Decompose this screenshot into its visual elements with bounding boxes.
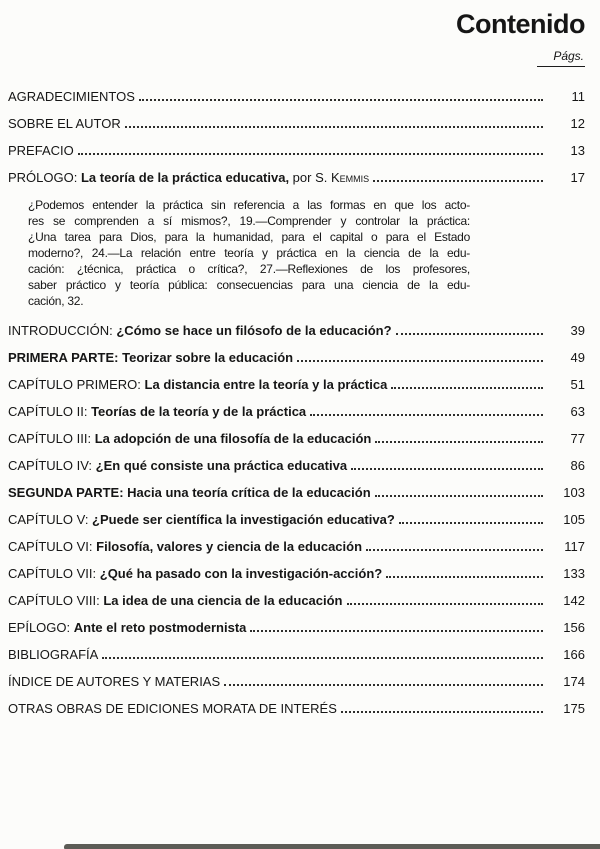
page-title: Contenido [456, 9, 585, 39]
summary-line: moderno?, 24.—La relación entre teoría y práctica en la ciencia de la edu- [28, 246, 470, 260]
page-number: 11 [571, 89, 585, 104]
toc-entry-indice [8, 674, 585, 689]
dot-leader [351, 468, 543, 470]
dot-leader [386, 576, 543, 578]
entry-label: SEGUNDA PARTE: Hacia una teoría crítica de la educación [8, 485, 371, 500]
toc-entry-capitulo-7 [8, 566, 585, 581]
entry-label: CAPÍTULO VIII: La idea de una ciencia de la educación [8, 593, 343, 608]
toc-entry-capitulo-5 [8, 512, 585, 527]
toc-entry-capitulo-3 [8, 431, 585, 446]
toc-entry-capitulo-8 [8, 593, 585, 608]
dot-leader [125, 126, 543, 128]
entry-label: BIBLIOGRAFÍA [8, 647, 99, 662]
dot-leader [366, 549, 543, 551]
toc-entry-otras-obras [8, 701, 585, 716]
page-column-header-row [8, 48, 585, 67]
entry-label: INTRODUCCIÓN: ¿Cómo se hace un filósofo de la educación? [8, 323, 392, 338]
prologue-summary [28, 197, 470, 309]
entry-label: EPÍLOGO: Ante el reto postmodernista [8, 620, 247, 635]
summary-line: cación: ¿técnica, práctica o crítica?, 27.—Reflexiones de los profesores, [28, 262, 470, 276]
entry-label: PRIMERA PARTE: Teorizar sobre la educación [8, 350, 294, 365]
page-number: 86 [570, 458, 585, 473]
toc-entry-prefacio [8, 143, 585, 158]
page-number: 12 [570, 116, 585, 131]
entry-label: CAPÍTULO VI: Filosofía, valores y ciencia de la educación [8, 539, 363, 554]
page-number: 17 [570, 170, 585, 185]
page-number: 51 [570, 377, 585, 392]
toc-entry-sobre-el-autor [8, 116, 585, 131]
summary-line: ¿Una tarea para Dios, para la humanidad, para el capital o para el Estado [28, 230, 470, 244]
page-number: 133 [563, 566, 585, 581]
page-number: 156 [563, 620, 585, 635]
page-column-header: Págs. [537, 49, 585, 67]
entry-label: CAPÍTULO III: La adopción de una filosofía de la educación [8, 431, 372, 446]
dot-leader [78, 153, 543, 155]
dot-leader [250, 630, 543, 632]
toc-entry-introduccion [8, 323, 585, 338]
entry-label: CAPÍTULO II: Teorías de la teoría y de la práctica [8, 404, 307, 419]
page-number: 166 [563, 647, 585, 662]
toc-entry-segunda-parte [8, 485, 585, 500]
dot-leader [224, 684, 543, 686]
page-number: 103 [563, 485, 585, 500]
summary-line: saber práctico y teoría pública: consecuencias para una ciencia de la edu- [28, 278, 470, 292]
page-number: 39 [570, 323, 585, 338]
dot-leader [391, 387, 543, 389]
table-of-contents [8, 89, 585, 716]
page-number: 142 [563, 593, 585, 608]
toc-entry-capitulo-4 [8, 458, 585, 473]
dot-leader [399, 522, 543, 524]
toc-entry-bibliografia [8, 647, 585, 662]
scan-edge-artifact [64, 844, 600, 849]
dot-leader [102, 657, 543, 659]
toc-entry-capitulo-6 [8, 539, 585, 554]
page-number: 174 [563, 674, 585, 689]
entry-label: PREFACIO [8, 143, 74, 158]
toc-entry-prologo [8, 170, 585, 185]
dot-leader [375, 441, 543, 443]
toc-entry-primera-parte [8, 350, 585, 365]
page-number: 77 [570, 431, 585, 446]
dot-leader [396, 333, 543, 335]
toc-entry-agradecimientos [8, 89, 585, 104]
dot-leader [375, 495, 543, 497]
page-number: 63 [570, 404, 585, 419]
entry-label: PRÓLOGO: La teoría de la práctica educativa, por S. Kemmis [8, 170, 370, 185]
dot-leader [139, 99, 543, 101]
summary-line: cación, 32. [28, 294, 84, 308]
dot-leader [347, 603, 543, 605]
dot-leader [341, 711, 543, 713]
page-number: 49 [570, 350, 585, 365]
page-number: 13 [570, 143, 585, 158]
page-number: 117 [564, 539, 585, 554]
dot-leader [297, 360, 543, 362]
page-number: 175 [563, 701, 585, 716]
summary-line: ¿Podemos entender la práctica sin referencia a las formas en que los acto- [28, 198, 470, 212]
summary-line: res se comprenden a sí mismos?, 19.—Comprender y controlar la práctica: [28, 214, 470, 228]
entry-label: CAPÍTULO VII: ¿Qué ha pasado con la investigación-acción? [8, 566, 383, 581]
entry-label: AGRADECIMIENTOS [8, 89, 135, 104]
entry-label: CAPÍTULO IV: ¿En qué consiste una práctica educativa [8, 458, 348, 473]
entry-label: CAPÍTULO PRIMERO: La distancia entre la teoría y la práctica [8, 377, 388, 392]
entry-label: OTRAS OBRAS DE EDICIONES MORATA DE INTERÉS [8, 701, 337, 716]
dot-leader [373, 180, 543, 182]
toc-entry-epilogo [8, 620, 585, 635]
entry-label: CAPÍTULO V: ¿Puede ser científica la investigación educativa? [8, 512, 395, 527]
dot-leader [310, 414, 543, 416]
entry-label: SOBRE EL AUTOR [8, 116, 121, 131]
toc-entry-capitulo-primero [8, 377, 585, 392]
page-number: 105 [563, 512, 585, 527]
toc-entry-capitulo-2 [8, 404, 585, 419]
entry-label: ÍNDICE DE AUTORES Y MATERIAS [8, 674, 221, 689]
